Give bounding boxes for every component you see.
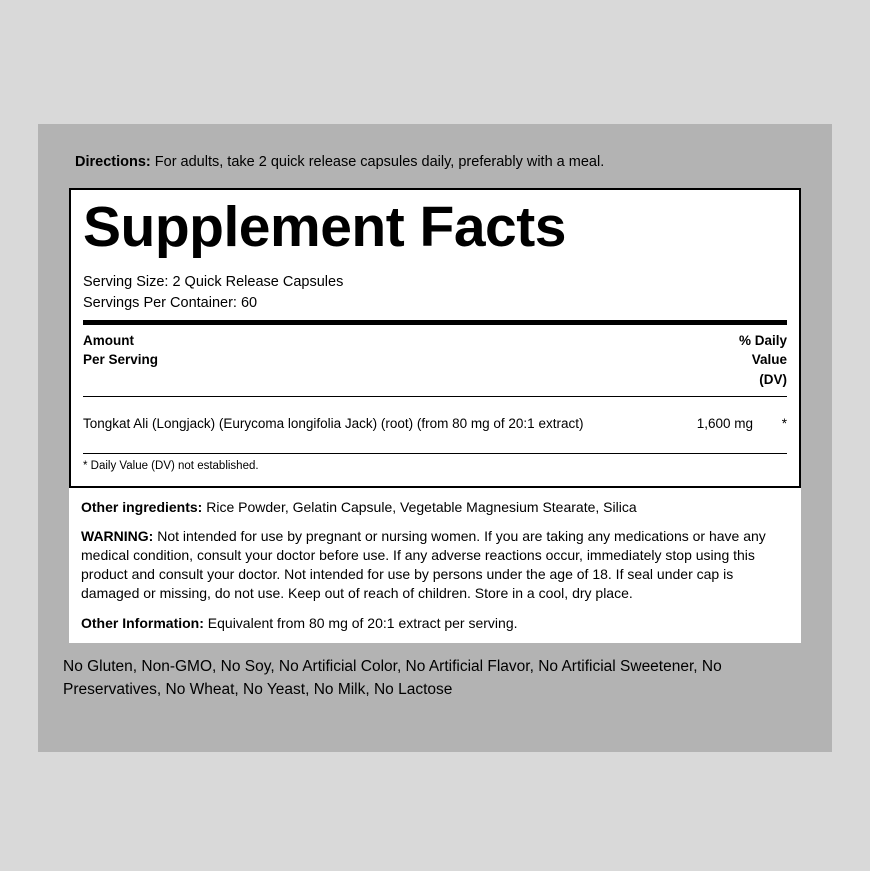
dv-header-line1: % Daily — [738, 332, 787, 348]
warning-label: WARNING: — [81, 528, 154, 545]
directions-label: Directions: — [75, 154, 151, 170]
free-from-claims: No Gluten, Non-GMO, No Soy, No Artificial Color, No Artificial Flavor, No Artificial Sweetener, No Preservatives, No Wheat, No Yeast, No Milk, No Lactose — [63, 658, 722, 699]
supplement-facts-box — [69, 188, 801, 643]
other-information-label: Other Information: — [81, 614, 204, 631]
directions-line — [75, 154, 805, 171]
warning-text: Not intended for use by pregnant or nursing women. If you are taking any medications or have any medical condition, consult your doctor before use. If any adverse reactions occur, immediately stop using this product and consult your doctor. Not intended for use by persons under the age of 18. If seal under cap is damaged or missing, do not use. Keep out of reach of children. Store in a cool, dry place. — [81, 528, 766, 602]
other-information-text: Equivalent from 80 mg of 20:1 extract per serving. — [203, 614, 518, 631]
dv-header-line2: Value — [751, 352, 787, 368]
directions-text: For adults, take 2 quick release capsules daily, preferably with a meal. — [150, 154, 605, 170]
supplement-label-panel — [38, 124, 832, 752]
supplement-facts-inner — [69, 188, 801, 488]
ingredient-amount: 1,600 mg — [696, 416, 753, 432]
warning-line — [81, 527, 789, 603]
label-details — [69, 488, 801, 643]
table-row — [83, 397, 787, 453]
dv-header-line3: (DV) — [759, 372, 787, 387]
table-header-row — [83, 325, 787, 396]
other-ingredients-line — [81, 498, 789, 517]
servings-per-container: Servings Per Container: 60 — [83, 294, 258, 311]
other-ingredients-label: Other ingredients: — [81, 498, 203, 515]
daily-value-footnote: * Daily Value (DV) not established. — [83, 459, 259, 472]
other-ingredients-text: Rice Powder, Gelatin Capsule, Vegetable Magnesium Stearate, Silica — [202, 498, 637, 515]
ingredient-daily-value: * — [781, 416, 787, 432]
daily-value-header — [739, 331, 787, 390]
amount-per-serving-header — [83, 331, 158, 370]
ingredient-name: Tongkat Ali (Longjack) (Eurycoma longifolia Jack) (root) (from 80 mg of 20:1 extract) — [83, 415, 584, 431]
amount-header-line2: Per Serving — [83, 352, 159, 368]
other-information-line — [81, 614, 789, 633]
amount-header-line1: Amount — [83, 332, 134, 348]
serving-size: Serving Size: 2 Quick Release Capsules — [83, 273, 344, 290]
supplement-facts-title: Supplement Facts — [83, 195, 566, 259]
